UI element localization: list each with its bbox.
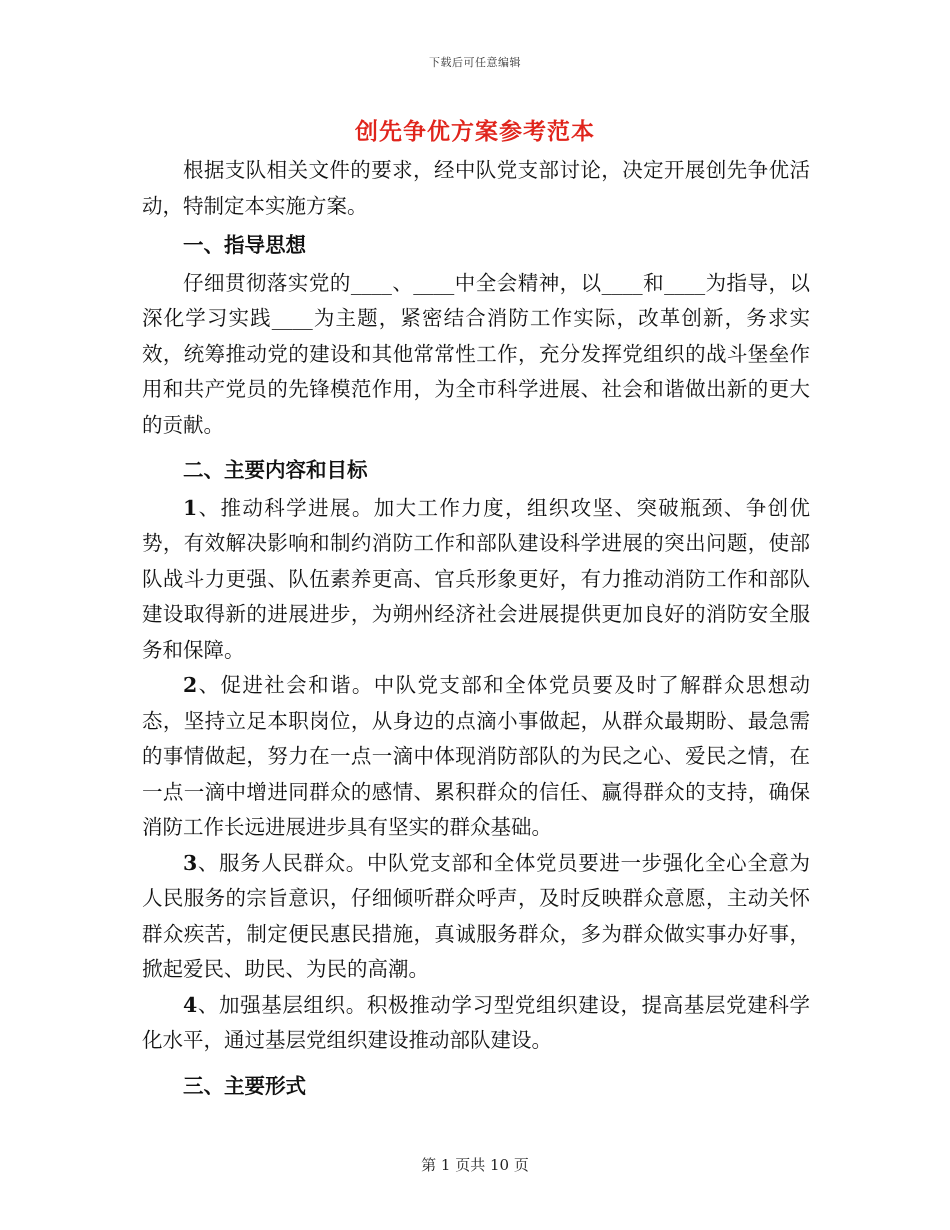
list-item <box>142 491 810 669</box>
section-heading-2: 二、主要内容和目标 <box>183 458 368 482</box>
document-body <box>142 153 810 1106</box>
page-number-footer: 第 1 页共 10 页 <box>421 1156 529 1174</box>
section-body-1: 仔细贯彻落实党的____、____中全会精神，以____和____为指导，以深化学习实践____为主题，紧密结合消防工作实际，改革创新，务求实效，统筹推动党的建设和其他常常性工作，充分发挥党组织的战斗堡垒作用和共产党员的先锋模范作用，为全市科学进展、社会和谐做出新的更大的贡献。 <box>142 270 810 437</box>
list-item <box>142 668 810 846</box>
list-item <box>142 846 810 988</box>
list-item-text: 、加强基层组织。积极推动学习型党组织建设，提高基层党建科学化水平，通过基层党组织建设推动部队建设。 <box>142 992 810 1052</box>
intro-paragraph: 根据支队相关文件的要求，经中队党支部讨论，决定开展创先争优活动，特制定本实施方案。 <box>142 158 810 218</box>
header-note: 下载后可任意编辑 <box>429 56 521 69</box>
list-item-number: 1 <box>183 495 198 520</box>
list-item-number: 3 <box>183 850 198 875</box>
list-item-number: 4 <box>183 992 198 1017</box>
section-heading-1: 一、指导思想 <box>183 233 306 257</box>
list-item-number: 2 <box>183 673 198 697</box>
list-item-text: 、推动科学进展。加大工作力度，组织攻坚、突破瓶颈、争创优势，有效解决影响和制约消防工作和部队建设科学进展的突出问题，使部队战斗力更强、队伍素养更高、官兵形象更好，有力推动消防工作和部队建设取得新的进展进步，为朔州经济社会进展提供更加良好的消防安全服务和保障。 <box>142 495 810 662</box>
list-item <box>142 988 810 1059</box>
section-heading-3: 三、主要形式 <box>183 1073 306 1098</box>
list-item-text: 、促进社会和谐。中队党支部和全体党员要及时了解群众思想动态，坚持立足本职岗位，从身边的点滴小事做起，从群众最期盼、最急需的事情做起，努力在一点一滴中体现消防部队的为民之心、爱民之情，在一点一滴中增进同群众的感情、累积群众的信任、赢得群众的支持，确保消防工作长远进展进步具有坚实的群众基础。 <box>142 673 810 839</box>
document-title: 创先争优方案参考范本 <box>355 118 595 145</box>
list-item-text: 、服务人民群众。中队党支部和全体党员要进一步强化全心全意为人民服务的宗旨意识，仔细倾听群众呼声，及时反映群众意愿，主动关怀群众疾苦，制定便民惠民措施，真诚服务群众，多为群众做实事办好事，掀起爱民、助民、为民的高潮。 <box>142 850 810 981</box>
